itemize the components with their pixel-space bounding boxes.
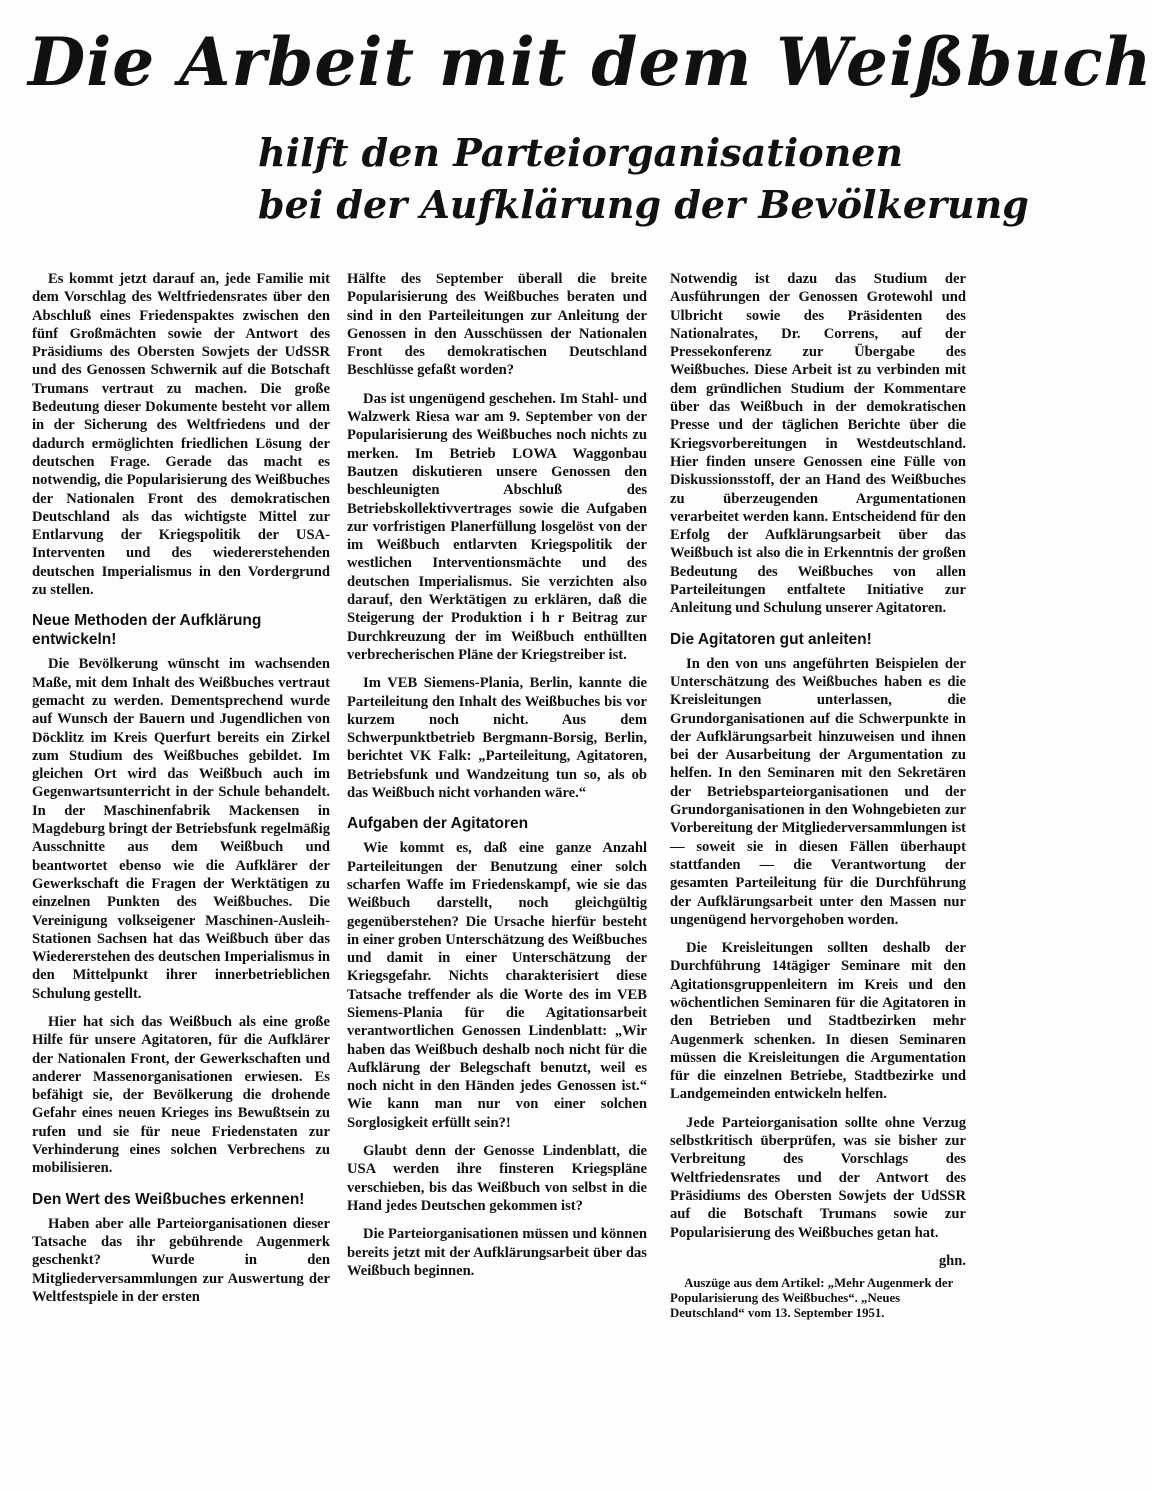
paragraph: Jede Parteiorganisation sollte ohne Verzug selbstkritisch überprüfen, was sie bisher zur Verbreitung des Vorschlags des Weltfriedensrates und der Antwort des Präsidiums des Obersten Sowjets der UdSSR auf die Botschaft Trumans sowie zur Popularisierung des Weißbuches getan hat. [670,1114,966,1241]
section-heading: Aufgaben der Agitatoren [347,815,529,833]
section-heading: Die Agitatoren gut anleiten! [670,630,872,648]
section-heading: Neue Methoden der Aufklärung entwickeln! [32,612,262,649]
paragraph: Wie kommt es, daß eine ganze Anzahl Parteileitungen der Benutzung einer solch scharfen Waffe im Friedenskampf, wie sie das Weißbuch darstellt, noch gleichgültig gegenüberstehen? Die Ursache hierfür besteht in einer groben Unterschätzung des Weißbuches und damit in einer Unterschätzung der Kriegsgefahr. Nichts charakterisiert diese Tatsache treffender als die Worte des im VEB Siemens-Plania für die Agitationsarbeit verantwortlichen Genossen Lindenblatt: „Wir haben das Weißbuch deshalb noch nicht für die Aufklärung der Belegschaft benutzt, weil es noch nicht in den Händen jedes Genossen ist.“ Wie kann man nur von einer solchen Sorglosigkeit erfüllt sein?! [347,840,647,1131]
section-heading: Den Wert des Weißbuches erkennen! [32,1190,305,1208]
paragraph: Hälfte des September überall die breite Popularisierung des Weißbuches beraten und sind in den Parteileitungen zur Anleitung der Genossen in den Ausschüssen der Nationalen Front des demokratischen Deutschland Beschlüsse gefaßt worden? [347,271,647,379]
paragraph: Haben aber alle Parteiorganisationen dieser Tatsache das ihr gebührende Augenmerk geschenkt? Wurde in den Mitgliederversammlungen zur Auswertung der Weltfestspiele in der ersten [32,1215,330,1305]
author-signature: ghn. [938,1252,966,1269]
source-note: Auszüge aus dem Artikel: „Mehr Augenmerk der Popularisierung des Weißbuches“. „Neues Deutschland“ vom 13. September 1951. [670,1276,954,1321]
paragraph: Glaubt denn der Genosse Lindenblatt, die USA werden ihre finsteren Kriegspläne verschieben, bis das Weißbuch von selbst in die Hand jedes Deutschen gekommen ist? [347,1143,647,1214]
paragraph: Die Parteiorganisationen müssen und können bereits jetzt mit der Aufklärungsarbeit über das Weißbuch beginnen. [347,1226,647,1279]
paragraph: Notwendig ist dazu das Studium der Ausführungen der Genossen Grotewohl und Ulbricht sowie des Präsidenten des Nationalrates, Dr. Correns, auf der Pressekonferenz zur Übergabe des Weißbuches. Diese Arbeit ist zu verbinden mit dem gründlichen Studium der Kommentare über das Weißbuch in der demokratischen Presse und der täglichen Berichte über die Kriegsvorbereitungen in Westdeutschland. Hier finden unsere Genossen eine Fülle von Diskussionsstoff, der an Hand des Weißbuches zu überzeugenden Argumentationen verarbeitet werden kann. Entscheidend für den Erfolg der Aufklärungsarbeit über das Weißbuch ist also die in Erkenntnis der großen Bedeutung des Weißbuches von allen Parteileitungen entfaltete Initiative zur Anleitung und Schulung unserer Agitatoren. [670,271,966,617]
column-1 [32,270,330,1316]
column-2 [347,270,647,1290]
paragraph: Das ist ungenügend geschehen. Im Stahl- und Walzwerk Riesa war am 9. September von der Popularisierung des Weißbuches noch nichts zu merken. Im Betrieb LOWA Waggonbau Bautzen diskutieren unsere Genossen den beschleunigten Abschluß des Betriebskollektivvertrages sowie die Aufgaben zur vorfristigen Planerfüllung losgelöst von der im Weißbuch entlarvten Kriegspolitik der westlichen Interventionsmächte und des deutschen Imperialismus. Sie verzichten also darauf, den Werktätigen zu erklären, daß die Steigerung der Produktion i h r Beitrag zur Durchkreuzung der im Weißbuch enthüllten verbrecherischen Pläne der Kriegstreiber ist. [347,390,647,663]
headline: Die Arbeit mit dem Weißbuch [28,23,1153,101]
paragraph: In den von uns angeführten Beispielen der Unterschätzung des Weißbuches haben es die Kreisleitungen unterlassen, die Grundorganisationen auf die Schwerpunkte in der Aufklärungsarbeit hinzuweisen und ihnen bei der Ausarbeitung der Argumentation zu helfen. In den Seminaren mit den Sekretären der Betriebsparteiorganisationen und der Grundorganisationen in den Wohngebieten zur Vorbereitung der Mitgliederversammlungen ist — soweit sie in diesen Fällen überhaupt stattfanden — die Verantwortung der gesamten Parteileitung für die Durchführung der Aufklärungsarbeit unter den Massen nur ungenügend hervorgehoben worden. [670,655,966,928]
paragraph: Im VEB Siemens-Plania, Berlin, kannte die Parteileitung den Inhalt des Weißbuches bis vor kurzem noch nicht. Aus dem Schwerpunktbetrieb Bergmann-Borsig, Berlin, berichtet VK Falk: „Parteileitung, Agitatoren, Betriebsfunk und Wandzeitung tun so, als ob das Weißbuch nicht vorhanden wäre.“ [347,675,647,802]
paragraph: Es kommt jetzt darauf an, jede Familie mit dem Vorschlag des Weltfriedensrates über den Abschluß eines Friedenspaktes zwischen den fünf Großmächten sowie der Antwort des Präsidiums des Obersten Sowjets der UdSSR und des Genossen Schwernik auf die Botschaft Trumans vertraut zu machen. Die große Bedeutung dieser Dokumente besteht vor allem in der Sicherung des Weltfriedens und der dadurch ermöglichten friedlichen Lösung der deutschen Frage. Gerade das macht es notwendig, die Popularisierung des Weißbuches der Nationalen Front des demokratischen Deutschland als das wichtigste Mittel zur Entlarvung der Kriegspolitik der USA-Interventen und des wiedererstehenden deutschen Imperialismus in den Vordergrund zu stellen. [32,271,330,599]
paragraph: Hier hat sich das Weißbuch als eine große Hilfe für unsere Agitatoren, für die Aufklärer der Nationalen Front, der Gewerkschaften und anderer Massenorganisationen erwiesen. Es befähigt sie, der Bevölkerung die drohende Gefahr eines neuen Krieges ins Bewußtsein zu rufen und sie für neue Friedenstaten zur Verhinderung eines solchen Verbrechens zu mobilisieren. [32,1013,330,1177]
subtitle-line-1: hilft den Parteiorganisationen [258,130,903,175]
paragraph: Die Kreisleitungen sollten deshalb der Durchführung 14tägiger Seminare mit den Agitationsgruppenleitern im Kreis und den wöchentlichen Seminaren für die Agitatoren in den Betrieben und Stadtbezirken mehr Augenmerk schenken. In diesen Seminaren müssen die Kreisleitungen die Argumentation für die einzelnen Betriebe, Stadtbezirke und Landgemeinden entwickeln helfen. [670,940,966,1103]
column-3 [670,270,966,1321]
subtitle-line-2: bei der Aufklärung der Bevölkerung [258,182,1029,227]
paragraph: Die Bevölkerung wünscht im wachsenden Maße, mit dem Inhalt des Weißbuches vertraut gemacht zu werden. Dementsprechend wurde auf Wunsch der Bauern und Jugendlichen von Döcklitz im Kreis Querfurt bereits ein Zirkel zum Studium des Weißbuches gebildet. Im gleichen Ort wird das Weißbuch auch im Gegenwartsunterricht in der Schule behandelt. In der Maschinenfabrik Mackensen in Magdeburg bringt der Betriebsfunk regelmäßig Ausschnitte aus dem Weißbuch und beantwortet ebenso wie die Aufklärer der Gewerkschaft die Fragen der Werktätigen zu einzelnen Punkten des Weißbuches. Die Vereinigung volkseigener Maschinen-Ausleih-Stationen Sachsen hat das Weißbuch über das Wiedererstehen des deutschen Imperialismus in den Mittelpunkt ihrer innerbetrieblichen Schulung gestellt. [32,656,330,1002]
